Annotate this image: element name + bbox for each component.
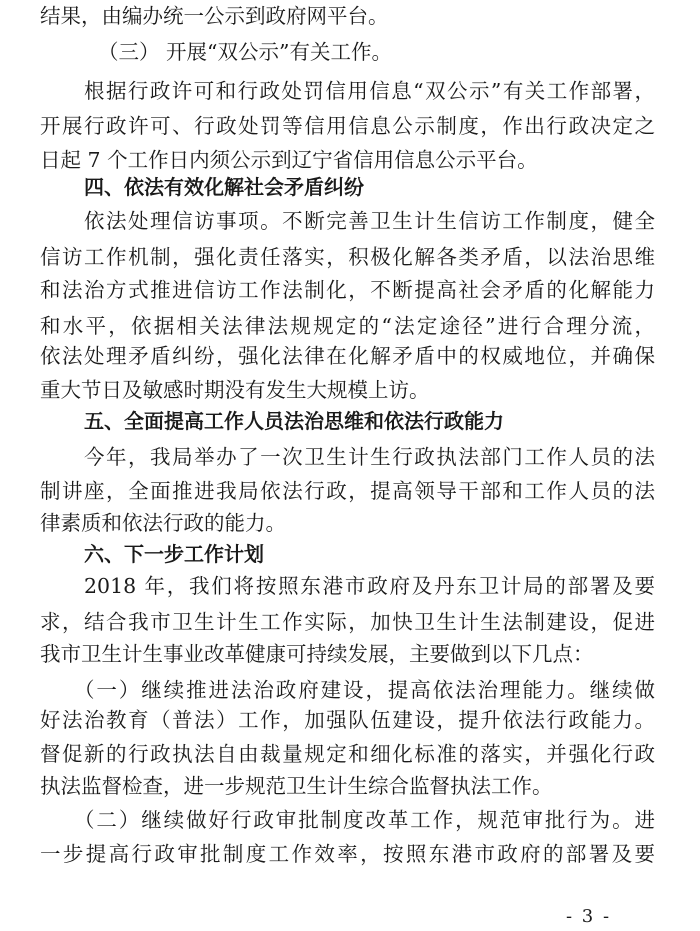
numbered-item: （一）继续推进法治政府建设，提高依法治理能力。继续做 — [74, 678, 655, 702]
body-text-line: 和水平，依据相关法律法规规定的“法定途径”进行合理分流， — [40, 314, 655, 338]
body-text-line: 日起 7 个工作日内须公示到辽宁省信用信息公示平台。 — [40, 148, 538, 172]
body-text-line: 制讲座，全面推进我局依法行政，提高领导干部和工作人员的法 — [40, 479, 655, 503]
body-text-line: 依法处理信访事项。不断完善卫生计生信访工作制度，健全 — [84, 209, 655, 233]
body-text-line: 依法处理矛盾纠纷，强化法律在化解矛盾中的权威地位，并确保 — [40, 344, 655, 368]
section-heading: 五、全面提高工作人员法治思维和依法行政能力 — [84, 409, 504, 433]
body-text-line: 好法治教育（普法）工作，加强队伍建设，提升依法行政能力。 — [40, 708, 655, 732]
body-text-line: 一步提高行政审批制度工作效率，按照东港市政府的部署及要 — [40, 842, 655, 866]
page-number: - 3 - — [566, 906, 612, 927]
body-text-line: 我市卫生计生事业改革健康可持续发展，主要做到以下几点： — [40, 642, 594, 666]
body-text-line: 执法监督检查，进一步规范卫生计生综合监督执法工作。 — [40, 774, 553, 798]
body-text-line: 结果，由编办统一公示到政府网平台。 — [40, 4, 389, 28]
section-heading: 六、下一步工作计划 — [84, 542, 264, 566]
body-text-line: 开展行政许可、行政处罚等信用信息公示制度，作出行政决定之 — [40, 114, 655, 138]
body-text-line: 求，结合我市卫生计生工作实际，加快卫生计生法制建设，促进 — [40, 610, 655, 634]
subsection-heading: （三） 开展“双公示”有关工作。 — [98, 40, 392, 64]
body-text-line: 根据行政许可和行政处罚信用信息“双公示”有关工作部署， — [84, 79, 655, 103]
body-text-line: 2018 年，我们将按照东港市政府及丹东卫计局的部署及要 — [84, 574, 655, 598]
body-text-line: 信访工作机制，强化责任落实，积极化解各类矛盾，以法治思维 — [40, 245, 655, 269]
body-text-line: 今年，我局举办了一次卫生计生行政执法部门工作人员的法 — [84, 445, 655, 469]
section-heading: 四、依法有效化解社会矛盾纠纷 — [84, 175, 364, 199]
body-text-line: 律素质和依法行政的能力。 — [40, 511, 286, 535]
body-text-line: 督促新的行政执法自由裁量规定和细化标准的落实，并强化行政 — [40, 742, 655, 766]
body-text-line: 重大节日及敏感时期没有发生大规模上访。 — [40, 378, 430, 402]
numbered-item: （二）继续做好行政审批制度改革工作，规范审批行为。进 — [74, 808, 655, 832]
body-text-line: 和法治方式推进信访工作法制化，不断提高社会矛盾的化解能力 — [40, 278, 655, 302]
